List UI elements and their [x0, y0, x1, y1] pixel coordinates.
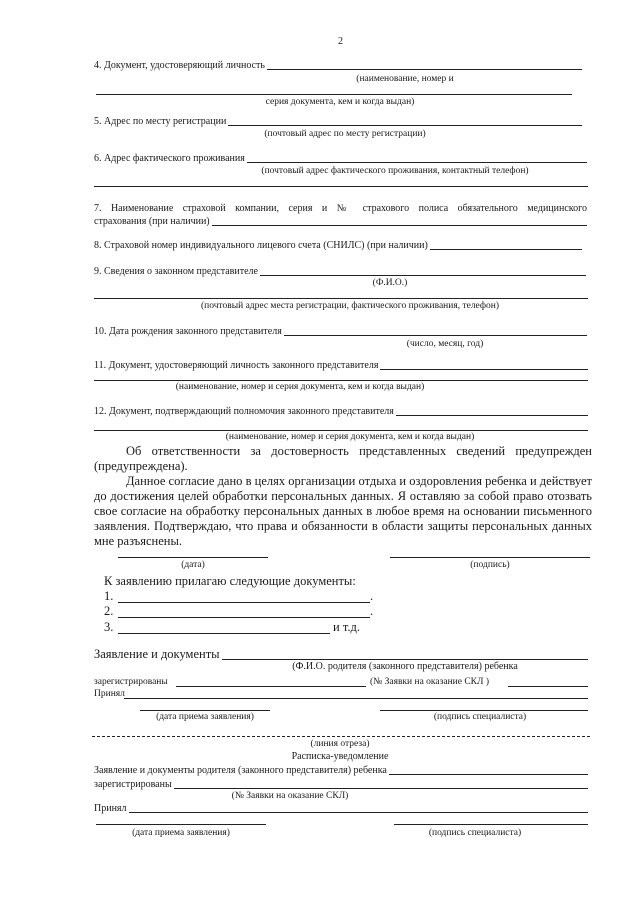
- rep-identity-label: 11. Документ, удостоверяющий личность законного представителя: [94, 360, 379, 371]
- receipt-sign-caption: (подпись специалиста): [428, 828, 522, 838]
- registration-address-field: [94, 116, 582, 128]
- receipt-accepted-field: [94, 803, 588, 815]
- rep-birthdate-caption: (число, месяц, год): [406, 339, 484, 349]
- actual-address-line-2: [94, 186, 588, 187]
- doc-identity-label: 4. Документ, удостоверяющий личность: [94, 60, 265, 71]
- registered-line: [176, 686, 366, 687]
- receipt-title: Расписка-уведомление: [291, 751, 389, 762]
- registration-address-caption: (почтовый адрес по месту регистрации): [264, 129, 426, 139]
- attachment-3-number: 3.: [104, 620, 114, 634]
- rep-birthdate-field: [94, 326, 587, 338]
- insurance-label: 7. Наименование страховой компании, серия и № страхового полиса обязательного медицинского: [94, 203, 587, 214]
- representative-label: 9. Сведения о законном представителе: [94, 266, 258, 277]
- attachment-2-line: [118, 617, 370, 618]
- doc-identity-caption-2: серия документа, кем и когда выдан): [265, 97, 415, 107]
- receipt-accepted-label: Принял: [94, 803, 127, 814]
- registration-name-caption: (Ф.И.О. родителя (законного представителя) ребенка: [292, 661, 518, 672]
- attachments-heading: К заявлению прилагаю следующие документы:: [104, 574, 356, 588]
- snils-field: [94, 240, 582, 252]
- registration-field: [94, 647, 588, 662]
- registered-label: зарегистрированы: [94, 677, 168, 687]
- representative-field: [94, 266, 586, 278]
- rep-authority-label: 12. Документ, подтверждающий полномочия законного представителя: [94, 406, 394, 417]
- actual-address-field: [94, 153, 587, 165]
- accepted-line: [124, 698, 588, 699]
- rep-authority-caption: (наименование, номер и серия документа, кем и когда выдан): [225, 432, 475, 442]
- attachment-etc: и т.д.: [333, 620, 360, 634]
- registered-line-end: [508, 686, 588, 687]
- rep-authority-field: [94, 406, 588, 418]
- specialist-sign-caption: (подпись специалиста): [433, 712, 527, 722]
- registration-app-no: (№ Заявки на оказание СКЛ ): [370, 677, 490, 687]
- consent-text: Данное согласие дано в целях организации отдыха и оздоровления ребенка и действует до достижения целей обработки персональных данных. Я оставляю за собой право отозвать свое согласие на обработку персональных данных в любое время на основании письменного заявления. Подтверждаю, что права и обязанности в области защиты персональных данных мне разъяснены.: [94, 474, 592, 548]
- rep-identity-line-2: [94, 380, 588, 381]
- signature-caption: (подпись): [470, 560, 510, 570]
- rep-authority-line-2: [94, 430, 588, 431]
- representative-caption-1: (Ф.И.О.): [372, 278, 408, 288]
- insurance-label-2: страхования (при наличии): [94, 216, 210, 227]
- reception-date-line: [140, 710, 270, 711]
- snils-label: 8. Страховой номер индивидуального лицевого счета (СНИЛС) (при наличии): [94, 240, 428, 251]
- date-caption: (дата): [181, 560, 205, 570]
- insurance-field: [94, 216, 587, 228]
- rep-birthdate-label: 10. Дата рождения законного представителя: [94, 326, 282, 337]
- cut-line-caption: (линия отреза): [310, 739, 370, 749]
- accepted-label: Принял: [94, 689, 125, 699]
- doc-identity-line-2: [96, 94, 572, 95]
- page-number: 2: [338, 36, 343, 47]
- receipt-date-line: [96, 824, 266, 825]
- doc-identity-caption-1: (наименование, номер и: [356, 74, 454, 84]
- registration-label: Заявление и документы: [94, 647, 220, 661]
- signature-line: [390, 557, 590, 558]
- receipt-sign-line: [394, 824, 588, 825]
- cut-line: [92, 736, 590, 737]
- rep-identity-caption: (наименование, номер и серия документа, кем и когда выдан): [175, 382, 425, 392]
- receipt-field: [94, 765, 588, 777]
- attachment-1-number: 1.: [104, 589, 114, 603]
- rep-identity-field: [94, 360, 588, 372]
- responsibility-text: Об ответственности за достоверность представленных сведений предупрежден (предупреждена).: [94, 444, 592, 473]
- actual-address-label: 6. Адрес фактического проживания: [94, 153, 245, 164]
- receipt-registered-label: зарегистрированы: [94, 779, 172, 790]
- representative-line-2: [94, 298, 588, 299]
- attachment-1-line: [118, 602, 370, 603]
- attachment-3-line: [118, 633, 330, 634]
- receipt-registered-field: [94, 779, 588, 791]
- reception-date-caption: (дата приема заявления): [156, 712, 254, 722]
- representative-caption-2: (почтовый адрес места регистрации, фактического проживания, телефон): [200, 301, 500, 311]
- attachment-2-number: 2.: [104, 604, 114, 618]
- registration-address-label: 5. Адрес по месту регистрации: [94, 116, 227, 127]
- receipt-date-caption: (дата приема заявления): [132, 828, 230, 838]
- date-line: [118, 557, 268, 558]
- receipt-app-no: (№ Заявки на оказание СКЛ): [231, 791, 349, 801]
- doc-identity-field: [94, 60, 582, 72]
- actual-address-caption: (почтовый адрес фактического проживания, контактный телефон): [261, 166, 529, 176]
- receipt-line1-label: Заявление и документы родителя (законного представителя) ребенка: [94, 765, 387, 776]
- specialist-sign-line: [380, 710, 588, 711]
